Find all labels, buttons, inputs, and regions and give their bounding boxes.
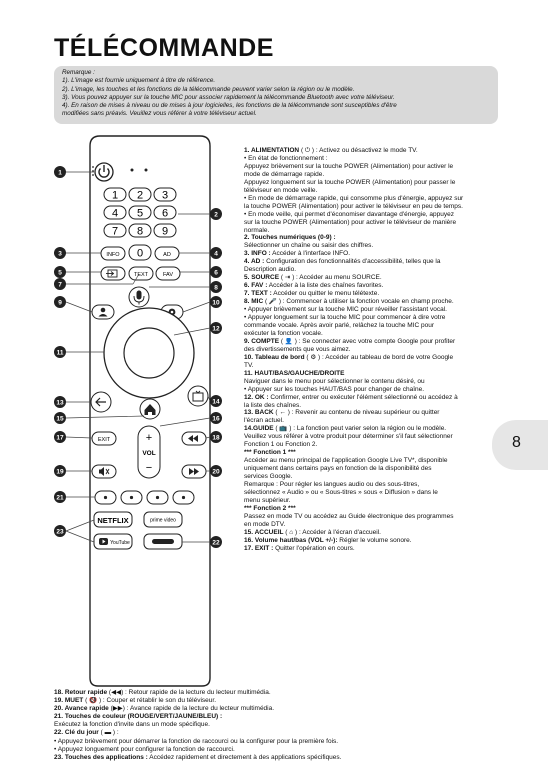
remark-line: 1). L'image est fournie uniquement à titre de référence. [62,77,216,85]
desc-line: normale. [244,226,270,234]
footer-text: Accédez rapidement et directement à des applications spécifiques. [147,753,342,761]
text-label: TEXT [133,272,149,278]
digit-9: 9 [161,225,169,238]
desc-line: Description audio. [244,266,297,274]
desc-heading: 4. AD : [244,258,265,266]
svg-text:5: 5 [58,269,62,277]
desc-line: • En mode de démarrage rapide, qui consomme plus d'énergie, appuyez sur [244,194,464,202]
account-button [92,305,114,319]
vol-plus: + [145,432,153,444]
svg-text:2: 2 [214,211,218,219]
info-label: INFO [106,252,120,258]
desc-line: commande vocale. Après avoir parlé, relâchez la touche MIC pour [244,321,435,329]
desc-line: Appuyez longuement sur la touche POWER (Alimentation) pour passer le [244,178,456,186]
svg-text:4: 4 [214,250,218,258]
desc-line: exécuter la fonction vocale. [244,329,323,337]
mute-button [92,465,116,478]
prime-video-key [144,512,182,527]
svg-text:14: 14 [212,398,220,406]
desc-line [244,258,502,266]
desc-line: *** Fonction 2 *** [244,504,296,512]
desc-text: ( ⏻ ) : Activez ou désactivez le mode TV. [299,147,418,154]
desc-line [244,147,502,155]
digit-6: 6 [161,207,169,220]
fav-label: FAV [163,272,173,278]
svg-text:10: 10 [212,299,220,307]
desc-line [244,545,502,553]
desc-heading: 3. INFO : [244,250,271,258]
desc-line: services Google. [244,473,293,481]
vol-label: VOL [142,450,156,457]
desc-heading: 14.GUIDE [244,425,274,433]
desc-line: téléviseur en mode veille. [244,186,318,194]
desc-heading: 8. MIC [244,298,264,306]
netflix-label: NETFLIX [97,516,129,525]
svg-text:22: 22 [212,539,220,547]
svg-text:6: 6 [214,269,218,277]
back-button [91,392,111,412]
desc-line: en mode DTV. [244,520,286,528]
desc-line: sur la touche POWER (Alimentation) pour activer le téléviseur de manière [244,218,457,226]
desc-line: uniquement dans certains pays en fonction de la disponibilité des [244,465,432,473]
digit-1: 1 [111,189,119,202]
fast-forward-button [182,465,206,478]
desc-line [244,425,502,433]
page-number: 8 [512,434,521,451]
desc-line: • Appuyer brièvement sur la touche MIC pour réveiller l'assistant vocal. [244,306,447,314]
remark-line: 3). Vous pouvez appuyer sur la touche MIC pour associer rapidement la télécommande Bluetooth avec votre téléviseur. [62,93,395,101]
footer-line [54,729,500,737]
desc-line [244,282,502,290]
svg-text:17: 17 [56,434,64,442]
desc-line: la liste des chaînes. [244,401,302,409]
desc-line: • Appuyer longuement sur la touche MIC pour commencer à dire votre [244,314,446,322]
desc-line: *** Fonction 1 *** [244,449,296,457]
desc-text: Accéder à l'interface INFO. [270,250,351,258]
button-descriptions [244,147,502,553]
desc-line [244,250,502,258]
footer-line: Exécutez la fonction d'invite dans un mode spécifique. [54,721,210,729]
svg-text:11: 11 [56,349,64,357]
svg-text:20: 20 [212,468,220,476]
footer-text: (▶▶) : Avance rapide de la lecture du lecteur multimédia. [108,705,275,713]
desc-text: Confirmer, entrer ou exécuter l'élément sélectionné ou accédez à [268,393,458,401]
footer-line [54,713,500,721]
prime-label: prime video [150,517,176,524]
desc-line [244,537,502,545]
desc-heading: 15. ACCUEIL [244,528,284,536]
desc-line: Veuillez vous référer à votre produit pour déterminer s'il faut sélectionner [244,433,453,441]
desc-line: Fonction 1 ou Fonction 2. [244,441,318,449]
netflix-key [94,512,132,527]
digit-2: 2 [136,189,144,202]
footer-text: ( ▬ ) : [98,729,119,737]
desc-line: TV. [244,361,254,369]
ad-label: AD [163,252,171,258]
footer-text: ( 🔇 ) : Couper et rétablir le son du téléviseur. [83,697,217,705]
desc-heading: 1. ALIMENTATION [244,147,300,154]
svg-text:3: 3 [58,250,62,258]
footer-text: (◀◀) : Retour rapide de la lecture du lecteur multimédia. [107,689,271,696]
footer-line [54,689,500,697]
rewind-button [182,432,206,445]
digit-0: 0 [136,247,144,260]
desc-text: ( 📺 ) : La fonction peut varier selon la région ou le modèle. [273,425,447,433]
page-title: TÉLÉCOMMANDE [54,34,274,62]
desc-line [244,290,502,298]
indicator-dot [131,169,134,172]
footer-heading: 18. Retour rapide [54,689,108,696]
desc-text: Accéder à la liste des chaînes favorites. [267,282,384,290]
desc-line: Passez en mode TV ou accédez au Guide électronique des programmes [244,512,454,520]
desc-heading: 12. OK : [244,393,269,401]
desc-line: • Appuyer sur les touches HAUT/BAS pour changer de chaîne. [244,385,425,393]
desc-heading: 9. COMPTE [244,337,280,345]
exit-label: EXIT [97,437,111,443]
desc-heading: 6. FAV : [244,282,268,290]
guide-button [188,386,208,406]
desc-line [244,409,502,417]
remark-line: 4). En raison de mises à niveau ou de mises à jour logicielles, les fonctions de la télécommande sont susceptibles d'être [62,102,397,110]
youtube-label: YouTube [110,540,130,546]
desc-line: Sélectionner un chaîne ou saisir des chiffres. [244,242,374,250]
desc-text: ( ⇥ ) : Accéder au menu SOURCE. [279,274,382,282]
desc-text: ( ⌂ ) : Accéder à l'écran d'accueil. [283,528,381,536]
footer-line: • Appuyez brièvement pour démarrer la fonction de raccourci ou la configurer pour la première fois. [54,737,339,745]
desc-heading: 11. HAUT/BAS/GAUCHE/DROITE [244,369,345,377]
svg-text:19: 19 [56,468,64,476]
desc-text: ( 👤 ) : Se connecter avec votre compte Google pour profiter [279,337,456,345]
desc-line: Accéder au menu principal de l'application Google Live TV*, disponible [244,457,448,465]
footer-line [54,705,500,713]
svg-text:13: 13 [56,399,64,407]
desc-text: ( 🎤 ) : Commencer à utiliser la fonction vocale en champ proche. [263,298,454,306]
digit-3: 3 [161,189,169,202]
desc-line: mode de démarrage rapide. [244,170,325,178]
footer-line [54,754,500,762]
desc-line: • En état de fonctionnement : [244,154,328,162]
footer-heading: 22. Clé du jour [54,729,99,737]
desc-heading: 16. Volume haut/bas (VOL +/-): [244,536,338,544]
desc-line [244,354,502,362]
desc-text: Accéder ou quitter le menu télétexte. [271,290,380,298]
desc-line [244,274,502,282]
svg-text:12: 12 [212,325,220,333]
footer-heading: 23. Touches des applications : [54,753,148,761]
footer-heading: 21. Touches de couleur (ROUGE/VERT/JAUNE/BLEU) : [54,713,223,721]
desc-heading: 13. BACK [244,409,274,417]
digit-7: 7 [111,225,119,238]
svg-text:7: 7 [58,281,62,289]
desc-text: Quitter l'opération en cours. [273,544,355,552]
digit-8: 8 [136,225,144,238]
number-keys [104,188,176,238]
desc-text: Régler le volume sonore. [337,536,412,544]
svg-text:18: 18 [212,434,220,442]
footer-descriptions [54,689,500,762]
remark-heading: Remarque : [62,69,95,76]
youtube-key [94,534,132,549]
remark-line: 2). L'image, les touches et les fonctions de la télécommande peuvent varier selon la région ou le modèle. [62,85,355,93]
svg-text:1: 1 [58,169,62,177]
svg-text:23: 23 [56,528,64,536]
remote-illustration [48,130,240,690]
footer-heading: 20. Avance rapide [54,705,109,713]
desc-line: Appuyez brièvement sur la touche POWER (Alimentation) pour activer le [244,162,454,170]
desc-line [244,338,502,346]
desc-text: ( ⚙ ) : Accéder au tableau de bord de votre Google [304,353,454,361]
desc-heading: 5. SOURCE [244,274,280,282]
footer-heading: 19. MUET [54,697,84,705]
desc-line: • En mode veille, qui permet d'économiser davantage d'énergie, appuyez [244,210,454,218]
desc-line: l'écran actuel. [244,417,284,425]
vol-minus: − [145,462,153,474]
digit-5: 5 [136,207,144,220]
desc-line: des divertissements que vous aimez. [244,345,351,353]
remark-line: modifiées sans préavis. Veuillez vous référer à votre téléviseur actuel. [62,110,257,118]
desc-line: Remarque : Pour régler les langues audio ou des sous-titres, [244,481,420,489]
desc-heading: 10. Tableau de bord [244,353,305,361]
footer-line [54,697,500,705]
ok-button [124,328,174,378]
footer-line: • Appuyez longuement pour configurer la fonction de raccourci. [54,745,235,753]
indicator-dot [145,169,148,172]
digit-4: 4 [111,207,119,220]
mic-button [129,287,149,307]
svg-text:21: 21 [56,494,64,502]
desc-line: sélectionnez « Audio » ou « Sous-titres » sous « Diffusion » dans le [244,488,438,496]
desc-line [244,298,502,306]
desc-heading: 2. Touches numériques (0-9) : [244,234,336,242]
desc-line: Naviguer dans le menu pour sélectionner le contenu désiré, ou [244,377,425,385]
desc-line [244,394,502,402]
svg-text:16: 16 [212,415,220,423]
desc-line [244,529,502,537]
desc-line: menu supérieur. [244,496,291,504]
desc-text: ( ← ) : Revenir au contenu de niveau supérieur ou quitter [273,409,440,417]
desc-line: la touche POWER (Alimentation) pour activer le téléviseur en peu de temps. [244,202,463,210]
svg-text:15: 15 [56,415,64,423]
desc-line [244,234,502,242]
svg-text:9: 9 [58,299,62,307]
desc-heading: 7. TEXT : [244,290,272,298]
desc-heading: 17. EXIT : [244,544,274,552]
key-of-the-day [144,534,182,549]
desc-text: Configuration des fonctionnalités d'accessibilité, telles que la [264,258,441,266]
svg-text:8: 8 [214,284,218,292]
desc-line [244,370,502,378]
remark-box [54,66,498,124]
